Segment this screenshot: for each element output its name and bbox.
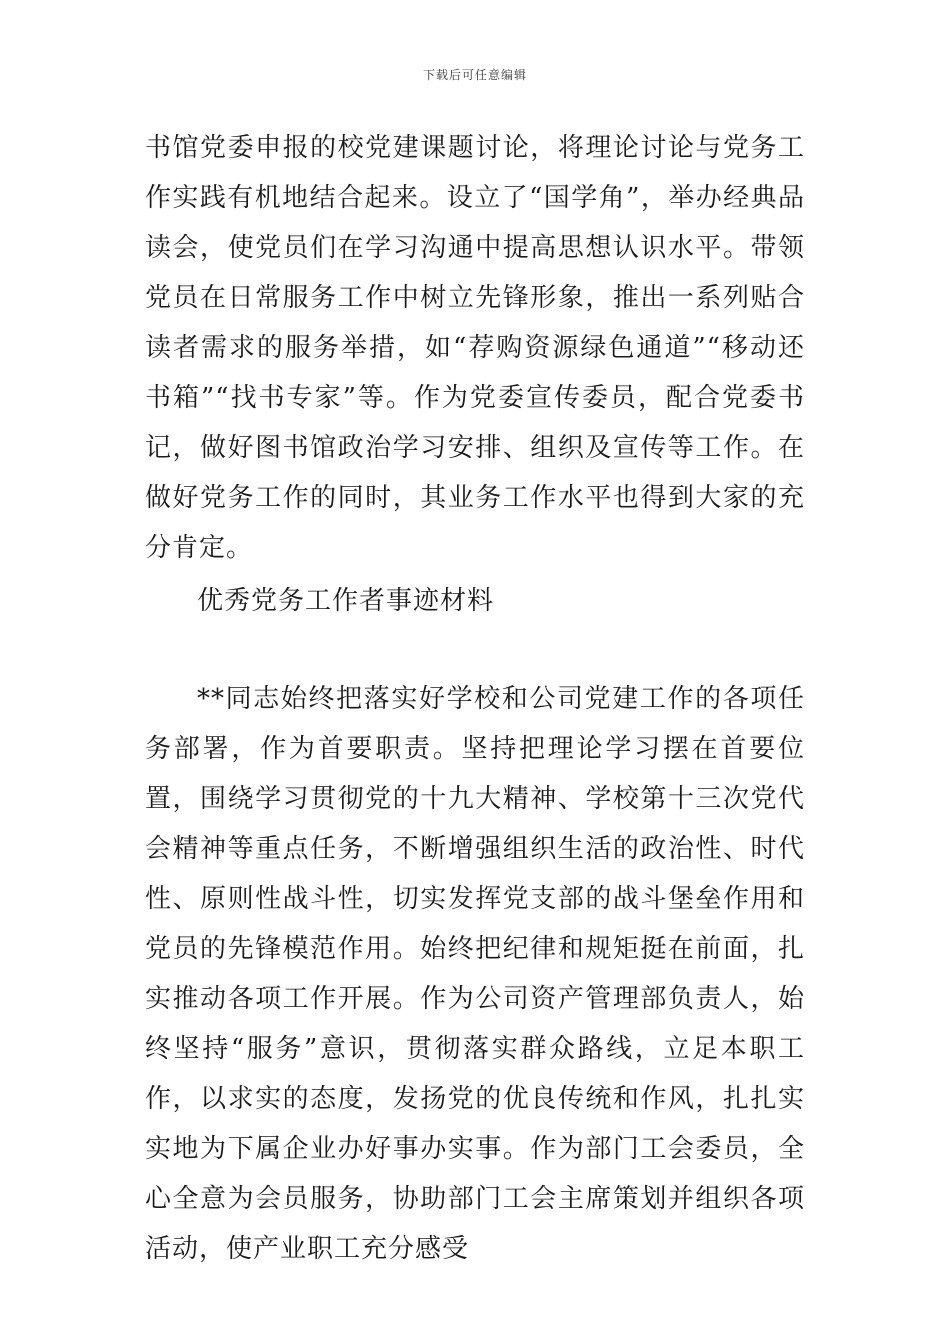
body-paragraph-1: 书馆党委申报的校党建课题讨论，将理论讨论与党务工作实践有机地结合起来。设立了“国学角”，举办经典品读会，使党员们在学习沟通中提高思想认识水平。带领党员在日常服务工作中树立先锋形象，推出一系列贴合读者需求的服务举措，如“荐购资源绿色通道”“移动还书箱”“找书专家”等。作为党委宣传委员，配合党委书记，做好图书馆政治学习安排、组织及宣传等工作。在做好党务工作的同时，其业务工作水平也得到大家的充分肯定。 [145,133,805,563]
header-note: 下载后可任意编辑 [422,68,527,82]
body-paragraph-2: **同志始终把落实好学校和公司党建工作的各项任务部署，作为首要职责。坚持把理论学习摆在首要位置，围绕学习贯彻党的十九大精神、学校第十三次党代会精神等重点任务，不断增强组织生活的政治性、时代性、原则性战斗性，切实发挥党支部的战斗堡垒作用和党员的先锋模范作用。始终把纪律和规矩挺在前面，扎实推动各项工作开展。作为公司资产管理部负责人，始终坚持“服务”意识，贯彻落实群众路线，立足本职工作，以求实的态度，发扬党的优良传统和作风，扎扎实实地为下属企业办好事办实事。作为部门工会委员，全心全意为会员服务，协助部门工会主席策划并组织各项活动，使产业职工充分感受 [145,684,805,1264]
section-title: 优秀党务工作者事迹材料 [197,586,495,616]
